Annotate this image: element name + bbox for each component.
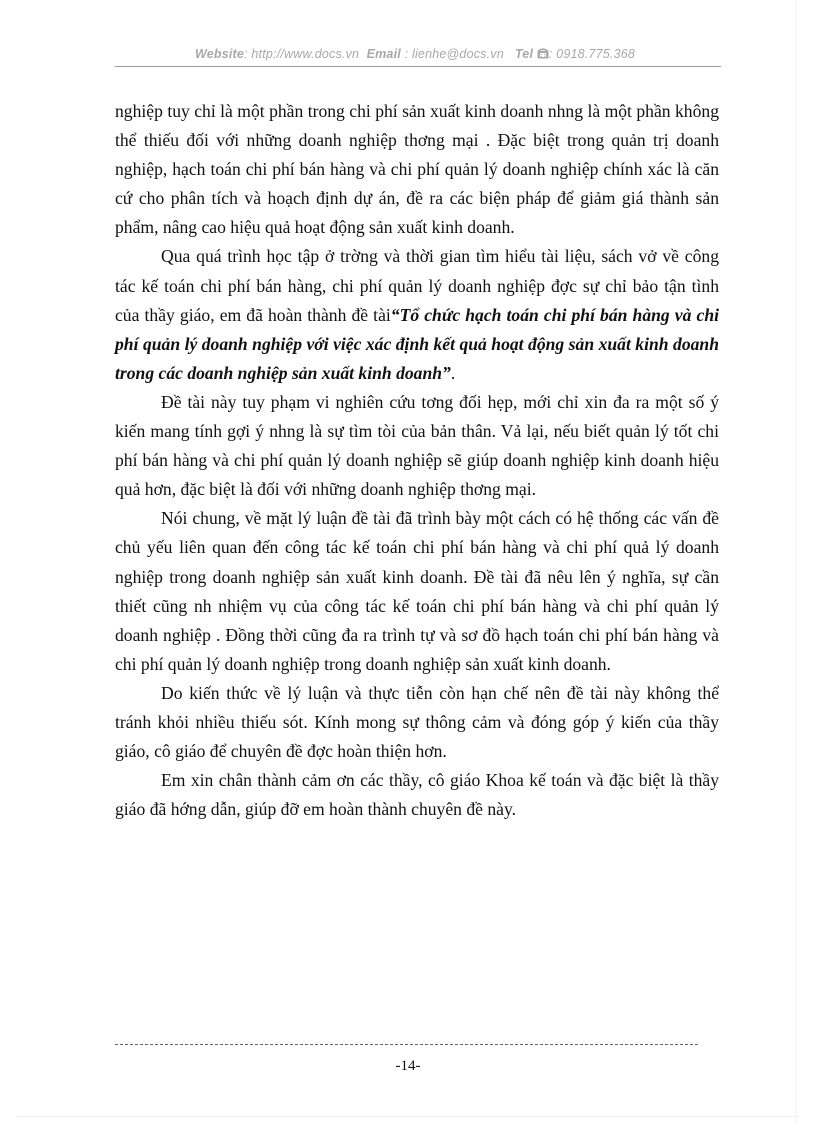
page-edge-right <box>796 0 797 1123</box>
tel-value: : 0918.775.368 <box>548 47 636 61</box>
paragraph-3: Đề tài này tuy phạm vi nghiên cứu tơng đối hẹp, mới chỉ xin đa ra một số ý kiến mang tính gợi ý nhng là sự tìm tòi của bản thân. Vả lại, nếu biết quản lý tốt chi phí bán hàng và chi phí quản lý doanh nghiệp sẽ giúp doanh nghiệp kinh doanh hiệu quả hơn, đặc biệt là đối với những doanh nghiệp thơng mại. <box>115 391 719 500</box>
website-label: Website <box>194 47 245 61</box>
paragraph-2-end: . <box>450 362 456 383</box>
page-header <box>115 47 715 62</box>
paragraph-1: nghiệp tuy chỉ là một phần trong chi phí sản xuất kinh doanh nhng là một phần không thể thiếu đối với những doanh nghiệp thơng mại . Đặc biệt trong quản trị doanh nghiệp, hạch toán chi phí bán hàng và chi phí quản lý doanh nghiệp chính xác là căn cứ cho phân tích và hoạch định dự án, đề ra các biện pháp để giảm giá thành sản phẩm, nâng cao hiệu quả hoạt động sản xuất kinh doanh. <box>115 101 719 238</box>
page-number: -14- <box>395 1058 421 1074</box>
website-value: : http://www.docs.vn <box>244 47 360 61</box>
paragraph-2-text: Qua quá trình học tập ở trờng và thời gian tìm hiểu tài liệu, sách vở về công tác kế toán chi phí bán hàng, chi phí quản lý doanh nghiệp đợc sự chỉ bảo tận tình của thầy giáo, em đã hoàn thành đề tài <box>115 246 719 325</box>
paragraph-4: Nói chung, về mặt lý luận đề tài đã trình bày một cách có hệ thống các vấn đề chủ yếu liên quan đến công tác kế toán chi phí bán hàng và chi phí quả lý doanh nghiệp trong doanh nghiệp sản xuất kinh doanh. Đề tài đã nêu lên ý nghĩa, sự cần thiết cũng nh nhiệm vụ của công tác kế toán chi phí bán hàng và chi phí quản lý doanh nghiệp . Đồng thời cũng đa ra trình tự và sơ đồ hạch toán chi phí bán hàng và chi phí quản lý doanh nghiệp trong doanh nghiệp sản xuất kinh doanh. <box>115 508 719 674</box>
footer-divider <box>115 1044 698 1045</box>
document-body <box>115 97 719 824</box>
thesis-title: “Tổ chức hạch toán chi phí bán hàng và chi phí quản lý doanh nghiệp với việc xác định kết quả hoạt động sản xuất kinh doanh trong các doanh nghiệp sản xuất kinh doanh” <box>115 304 719 383</box>
tel-label: Tel <box>514 47 534 61</box>
page-edge-bottom <box>18 1116 798 1117</box>
email-value: : lienhe@docs.vn <box>404 47 504 61</box>
paragraph-6: Em xin chân thành cảm ơn các thầy, cô giáo Khoa kế toán và đặc biệt là thầy giáo đã hớng dẫn, giúp đỡ em hoàn thành chuyên đề này. <box>115 770 719 820</box>
paragraph-5: Do kiến thức về lý luận và thực tiễn còn hạn chế nên đề tài này không thể tránh khỏi nhiều thiếu sót. Kính mong sự thông cảm và đóng góp ý kiến của thầy giáo, cô giáo để chuyên đề đợc hoàn thiện hơn. <box>115 682 719 762</box>
header-divider <box>115 66 721 67</box>
email-label: Email <box>366 47 401 61</box>
phone-icon <box>537 48 549 62</box>
paragraph-2 <box>115 242 719 387</box>
